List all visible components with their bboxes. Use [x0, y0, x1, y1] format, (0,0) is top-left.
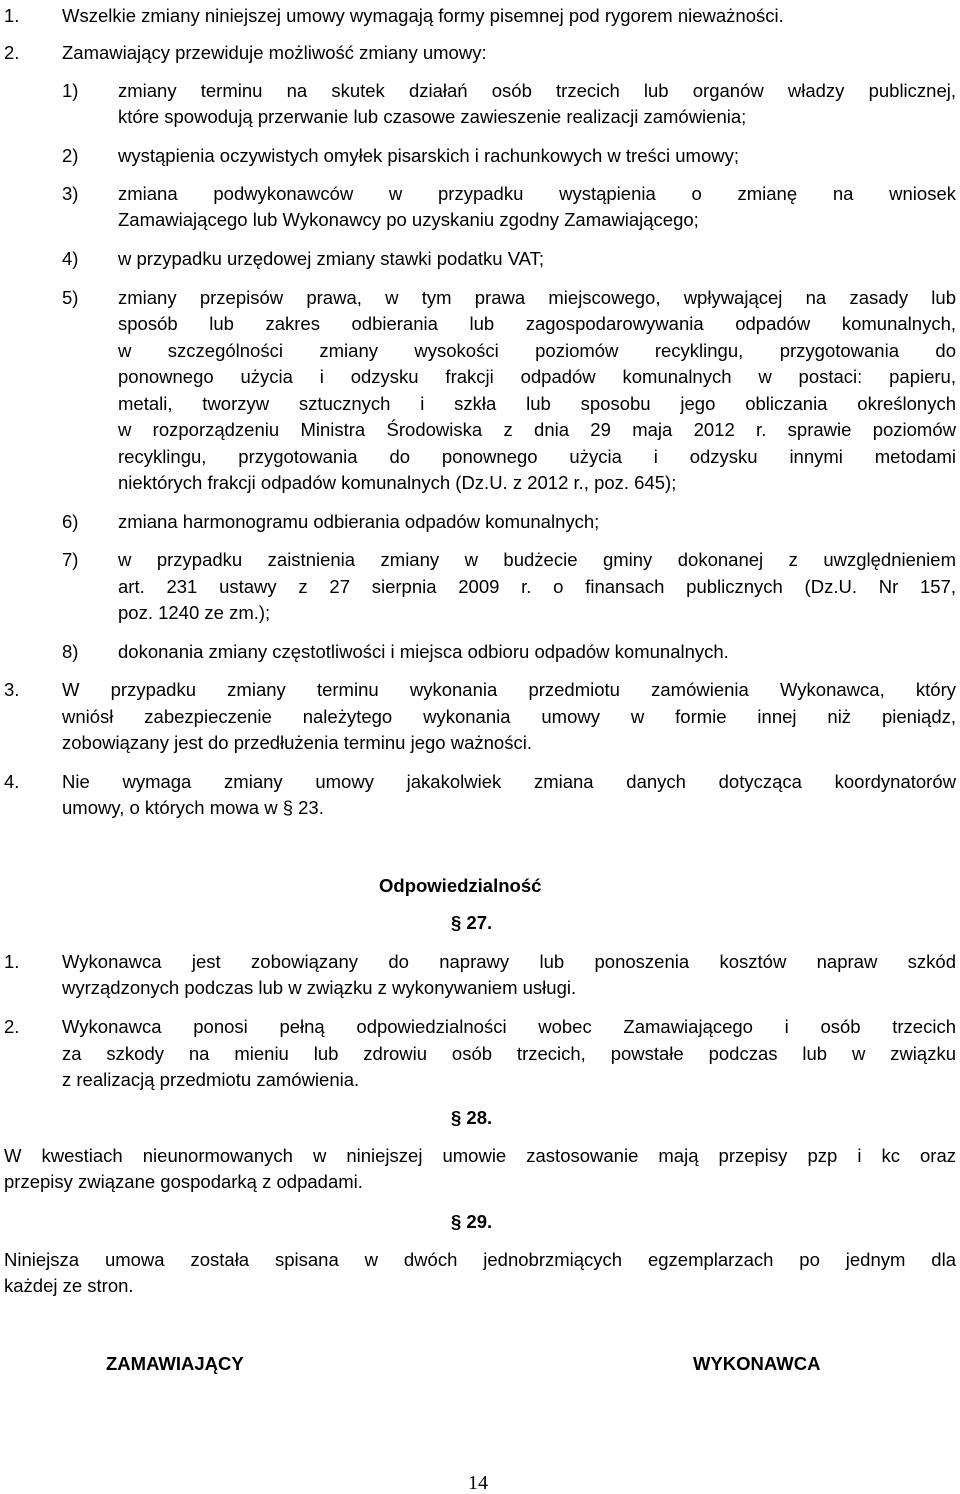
section-28-number: § 28. — [451, 1107, 493, 1128]
s27-para-2-number: 2. — [4, 1016, 20, 1037]
item-3-line-2: wniósł zabezpieczenie należytego wykonania umowy w formie innej niż pieniądz, — [62, 706, 956, 727]
s28-line-2: przepisy związane gospodarką z odpadami. — [4, 1171, 363, 1192]
subitem-7-line-1: w przypadku zaistnienia zmiany w budżecie gminy dokonanej z uwzględnieniem — [118, 549, 956, 570]
item-3-line-3: zobowiązany jest do przedłużenia terminu jego ważności. — [62, 732, 532, 753]
section-27-number: § 27. — [451, 912, 493, 933]
subitem-3-number: 3) — [62, 183, 79, 204]
subitem-3-line-2: Zamawiającego lub Wykonawcy po uzyskaniu zgodny Zamawiającego; — [118, 209, 699, 230]
subitem-5-line-8: niektórych frakcji odpadów komunalnych (Dz.U. z 2012 r., poz. 645); — [118, 472, 677, 493]
subitem-4-number: 4) — [62, 248, 79, 269]
subitem-2-line-1: wystąpienia oczywistych omyłek pisarskich i rachunkowych w treści umowy; — [118, 145, 739, 166]
signature-contracting-party: ZAMAWIAJĄCY — [106, 1353, 244, 1374]
s27-para-2-line-1: Wykonawca ponosi pełną odpowiedzialności wobec Zamawiającego i osób trzecich — [62, 1016, 956, 1037]
subitem-6-line-1: zmiana harmonogramu odbierania odpadów komunalnych; — [118, 511, 600, 532]
s29-line-2: każdej ze stron. — [4, 1275, 134, 1296]
s27-para-1-number: 1. — [4, 951, 20, 972]
section-title: Odpowiedzialność — [379, 875, 542, 896]
item-1-text: Wszelkie zmiany niniejszej umowy wymagają formy pisemnej pod rygorem nieważności. — [62, 5, 784, 26]
item-2-number: 2. — [4, 42, 20, 63]
subitem-8-number: 8) — [62, 641, 79, 662]
subitem-5-line-1: zmiany przepisów prawa, w tym prawa miejscowego, wpływającej na zasady lub — [118, 287, 956, 308]
s27-para-1-line-2: wyrządzonych podczas lub w związku z wykonywaniem usługi. — [62, 977, 577, 998]
s27-para-1-line-1: Wykonawca jest zobowiązany do naprawy lub ponoszenia kosztów napraw szkód — [62, 951, 956, 972]
subitem-1-number: 1) — [62, 80, 79, 101]
subitem-7-number: 7) — [62, 549, 79, 570]
item-4-number: 4. — [4, 771, 20, 792]
item-1-number: 1. — [4, 5, 20, 26]
subitem-1-line-1: zmiany terminu na skutek działań osób trzecich lub organów władzy publicznej, — [118, 80, 956, 101]
subitem-1-line-2: które spowodują przerwanie lub czasowe zawieszenie realizacji zamówienia; — [118, 106, 747, 127]
subitem-5-line-7: recyklingu, przygotowania do ponownego użycia i odzysku innymi metodami — [118, 446, 956, 467]
s29-line-1: Niniejsza umowa została spisana w dwóch jednobrzmiących egzemplarzach po jednym dla — [4, 1249, 956, 1270]
subitem-6-number: 6) — [62, 511, 79, 532]
subitem-3-line-1: zmiana podwykonawców w przypadku wystąpienia o zmianę na wniosek — [118, 183, 956, 204]
s27-para-2-line-3: z realizacją przedmiotu zamówienia. — [62, 1069, 360, 1090]
signature-contractor: WYKONAWCA — [693, 1353, 821, 1374]
subitem-7-line-3: poz. 1240 ze zm.); — [118, 602, 271, 623]
page-number: 14 — [468, 1472, 488, 1494]
subitem-5-number: 5) — [62, 287, 79, 308]
subitem-5-line-3: w szczególności zmiany wysokości poziomów recyklingu, przygotowania do — [118, 340, 956, 361]
item-4-line-2: umowy, o których mowa w § 23. — [62, 797, 324, 818]
item-3-number: 3. — [4, 679, 20, 700]
subitem-2-number: 2) — [62, 145, 79, 166]
item-3-line-1: W przypadku zmiany terminu wykonania przedmiotu zamówienia Wykonawca, który — [62, 679, 956, 700]
s28-line-1: W kwestiach nieunormowanych w niniejszej umowie zastosowanie mają przepisy pzp i kc oraz — [4, 1145, 956, 1166]
subitem-8-line-1: dokonania zmiany częstotliwości i miejsca odbioru odpadów komunalnych. — [118, 641, 729, 662]
subitem-5-line-2: sposób lub zakres odbierania lub zagospodarowywania odpadów komunalnych, — [118, 313, 956, 334]
item-4-line-1: Nie wymaga zmiany umowy jakakolwiek zmiana danych dotycząca koordynatorów — [62, 771, 956, 792]
subitem-5-line-5: metali, tworzyw sztucznych i szkła lub sposobu jego obliczania określonych — [118, 393, 956, 414]
item-2-text: Zamawiający przewiduje możliwość zmiany umowy: — [62, 42, 487, 63]
subitem-5-line-4: ponownego użycia i odzysku frakcji odpadów komunalnych w postaci: papieru, — [118, 366, 956, 387]
subitem-4-line-1: w przypadku urzędowej zmiany stawki podatku VAT; — [118, 248, 545, 269]
subitem-5-line-6: w rozporządzeniu Ministra Środowiska z dnia 29 maja 2012 r. sprawie poziomów — [118, 419, 956, 440]
section-29-number: § 29. — [451, 1211, 493, 1232]
s27-para-2-line-2: za szkody na mieniu lub zdrowiu osób trzecich, powstałe podczas lub w związku — [62, 1043, 956, 1064]
subitem-7-line-2: art. 231 ustawy z 27 sierpnia 2009 r. o finansach publicznych (Dz.U. Nr 157, — [118, 576, 956, 597]
